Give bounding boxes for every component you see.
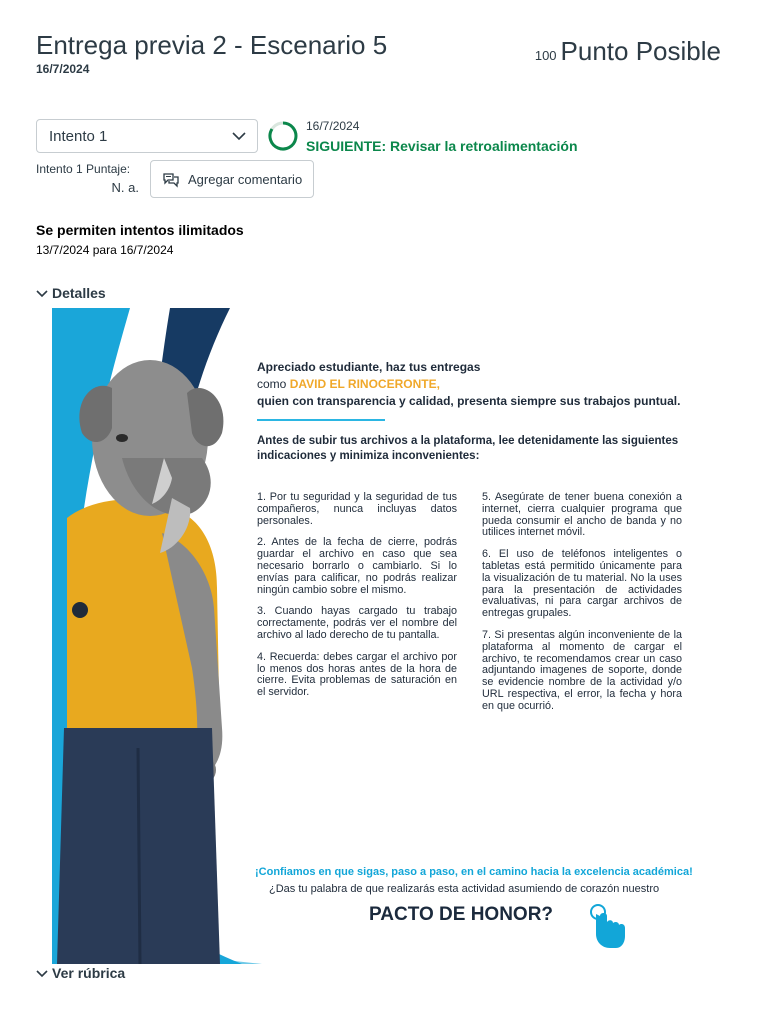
points-value: 100: [534, 48, 557, 63]
date-range: 13/7/2024 para 16/7/2024: [36, 243, 174, 257]
rubric-label: Ver rúbrica: [52, 965, 126, 981]
page-title: Entrega previa 2 - Escenario 5: [36, 30, 388, 60]
score-label: Intento 1 Puntaje:: [36, 162, 131, 176]
list-item: 5. Asegúrate de tener buena conexión a internet, cierra cualquier programa que pueda consumir el ancho de banda y no utilices internet móvil.: [482, 491, 682, 539]
attempt-date: 16/7/2024: [306, 119, 360, 133]
instructions-right: [482, 492, 682, 723]
chevron-down-icon: [36, 970, 48, 978]
score-value: N. a.: [111, 180, 139, 195]
details-toggle[interactable]: [36, 285, 106, 301]
banner-intro: Antes de subir tus archivos a la plataforma, lee detenidamente las siguientes indicaciones y minimiza inconvenientes:: [257, 435, 679, 462]
add-comment-button[interactable]: [150, 160, 314, 198]
list-item: 6. El uso de teléfonos inteligentes o tabletas está permitido únicamente para la visualización de tu material. No la uses para la presentación de actividades evaluativas, ni para cargar archivos de entregas grupales.: [482, 548, 682, 620]
greeting-line2: [257, 377, 440, 391]
instructions-banner: [52, 308, 702, 964]
trust-line: ¡Confiamos en que sigas, paso a paso, en el camino hacia la excelencia académica!: [255, 866, 693, 878]
chevron-down-icon: [36, 290, 48, 298]
question-line: ¿Das tu palabra de que realizarás esta actividad asumiendo de corazón nuestro: [269, 883, 660, 895]
attempts-title: Se permiten intentos ilimitados: [36, 222, 244, 238]
list-item: 3. Cuando hayas cargado tu trabajo correctamente, podrás ver el nombre del archivo al lado derecho de tu pantalla.: [257, 605, 457, 641]
greeting-line1: Apreciado estudiante, haz tus entregas: [257, 360, 481, 374]
due-date: 16/7/2024: [36, 62, 90, 76]
progress-ring-icon: [267, 120, 299, 152]
divider: [257, 419, 385, 421]
attempt-select-value: Intento 1: [49, 128, 108, 145]
greeting-line3: quien con transparencia y calidad, presenta siempre sus trabajos puntual.: [257, 394, 681, 408]
list-item: 2. Antes de la fecha de cierre, podrás guardar el archivo en caso que sea necesario borrarlo o cambiarlo. Si lo envías para calificar, no podrás realizar ningún cambio sobre el mismo.: [257, 536, 457, 596]
add-comment-label: Agregar comentario: [188, 172, 303, 187]
chevron-down-icon: [231, 131, 247, 141]
points-label: Punto Posible: [560, 36, 721, 66]
list-item: 1. Por tu seguridad y la seguridad de tus compañeros, nunca incluyas datos personales.: [257, 491, 457, 527]
pointing-hand-icon: [588, 902, 628, 952]
attempt-select[interactable]: [36, 119, 258, 153]
points-possible: [535, 36, 721, 67]
comment-icon: [161, 170, 181, 190]
honor-pact-title: PACTO DE HONOR?: [369, 904, 554, 925]
list-item: 7. Si presentas algún inconveniente de la plataforma al momento de cargar el archivo, te recomendamos crear un caso adjuntando imagenes de soporte, donde se evidencie nombre de la actividad y/o URL respectiva, el error, la fecha y hora en que ocurrió.: [482, 628, 682, 712]
rubric-toggle[interactable]: [36, 965, 125, 981]
list-item: 4. Recuerda: debes cargar el archivo por lo menos dos horas antes de la hora de cierre. Evita problemas de saturación en el servidor.: [257, 650, 457, 699]
instructions-left: [257, 492, 457, 709]
next-step-link[interactable]: SIGUIENTE: Revisar la retroalimentación: [306, 138, 578, 154]
greeting-como: como: [257, 377, 287, 391]
details-label: Detalles: [52, 285, 106, 301]
greeting-name: DAVID EL RINOCERONTE,: [289, 377, 440, 391]
